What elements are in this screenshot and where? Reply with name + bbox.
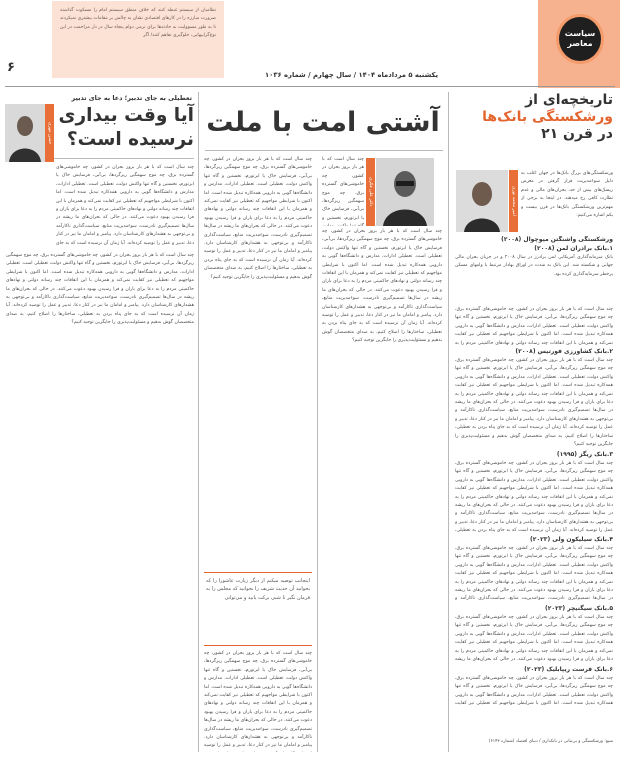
column-rule xyxy=(198,92,199,752)
body-text: چند سال است که با هر بار بروز بحران در کشور، چه خاموشی‌های گسترده برق، چه موج سهمگین ریزگردها، بی‌آبی، فرسایش خاک یا ابرتورم، نخستین و گاه تنها واکنش دولت، تعطیلی است. تعطیلی ادارات، مدارس و دانشگاه‌ها گویی به دارویی همه‌کاره تبدیل شده است. اما اکنون با شرایطی مواجهیم که تعطیلی نیز کفایت نمی‌کند و همزمان با این اتفاقات چند رسانه دولتی و نهادهای حاکمیتی مردم را به xyxy=(455,307,613,346)
col4-headline-line-2: نرسیده است؟ xyxy=(66,129,194,150)
body-text: چند سال است که با هر بار بروز بحران در کشور، چه خاموشی‌های گسترده برق، چه موج سهمگین ریزگردها، بی‌آبی، فرسایش خاک یا ابرتورم، نخستین و گاه تنها واکنش دولت، تعطیلی است. تعطیلی ادارات، مدارس و دانشگاه‌ها گویی به دارویی همه‌کاره تبدیل شده است. اما اکنون با شرایطی مواجهیم که تعطیلی نیز کفایت xyxy=(455,676,613,707)
col4-author-photo xyxy=(5,104,45,162)
list-item: ۵.بانک سیگنیچر (۲۰۲۳) xyxy=(545,605,613,612)
col4-intro: چند سال است که با هر بار بروز بحران در کشور، چه خاموشی‌های گسترده برق، چه موج سهمگین ریزگردها، بی‌آبی، فرسایش خاک یا ابرتورم، نخستین و گاه تنها واکنش دولت، تعطیلی است. تعطیلی ادارات، مدارس و دانشگاه‌ها گویی به دارویی همه‌کاره تبدیل شده است. اما اکنون با شرایطی مواجهیم که تعطیلی نیز کفایت نمی‌کند و همزمان با این اتفاقات چند رسانه دولتی و نهادهای حاکمیتی مردم را به دعا برای باران و فرا رسیدن بهبود دعوت می‌کنند. در حالی که بحران‌های ما ریشه در سال‌ها تصمیم‌گیری نادرست، سوء‌مدیریت منابع، سیاست‌گذاری ناکارآمد و بی‌توجهی به هشدارهای کارشناسان دارد. پیامبر و امامان ما نیز در کنار دعا، تدبیر و عمل را توصیه کرده‌اند. آیا زمان آن نرسیده است که به جای xyxy=(56,165,194,246)
body-text: چند سال است که با هر بار بروز بحران در کشور، چه خاموشی‌های گسترده برق، چه موج سهمگین ریزگردها، بی‌آبی، فرسایش خاک یا ابرتورم، نخستین و گاه تنها واکنش دولت، تعطیلی است. تعطیلی ادارات، مدارس و دانشگاه‌ها گویی به دارویی همه‌کاره تبدیل شده است. اما اکنون با شرایطی مواجهیم که تعطیلی نیز کفایت نمی‌کند و همزمان با این اتفاقات چند رسانه دولتی و نهادهای حاکمیتی مردم را به دعا برای باران و فرا رسیدن بهبود دعوت می‌کنند. در حالی که بحران‌های ما ریشه xyxy=(455,615,613,663)
header-divider xyxy=(5,86,615,87)
headline-divider xyxy=(205,150,443,151)
col4-headline-line-1: آیا وقت بیداری xyxy=(58,105,194,126)
middle-col-b-bottom: چند سال است که با هر بار بروز بحران در کشور، چه خاموشی‌های گسترده برق، چه موج سهمگین ریزگردها، بی‌آبی، فرسایش خاک یا ابرتورم، نخستین و گاه تنها واکنش دولت، تعطیلی است. تعطیلی ادارات، مدارس و دانشگاه‌ها گویی به دارویی همه‌کاره تبدیل شده است. اما اکنون با شرایطی مواجهیم که تعطیلی نیز کفایت نمی‌کند و همزمان با این اتفاقات چند رسانه دولتی و نهادهای حاکمیتی مردم را به دعا برای باران و فرا رسیدن بهبود دعوت می‌کنند. در حالی که بحران‌های ما ریشه در سال‌ها تصمیم‌گیری نادرست، سوء‌مدیریت منابع، سیاست‌گذاری ناکارآمد و بی‌توجهی به هشدارهای کارشناسان دارد. پیامبر و امامان ما نیز در کنار دعا، تدبیر و عمل را توصیه xyxy=(204,651,312,749)
list-item: ۳.بانک ریگز (۱۹۹۵) xyxy=(556,451,613,458)
col4-body: چند سال است که با هر بار بروز بحران در کشور، چه خاموشی‌های گسترده برق، چه موج سهمگین ریزگردها، بی‌آبی، فرسایش خاک یا ابرتورم، نخستین و گاه تنها واکنش دولت، تعطیلی است. تعطیلی ادارات، مدارس و دانشگاه‌ها گویی به دارویی همه‌کاره تبدیل شده است. اما اکنون با شرایطی مواجهیم که تعطیلی نیز کفایت نمی‌کند و همزمان با این اتفاقات چند رسانه دولتی و نهادهای حاکمیتی مردم را به دعا برای باران و فرا رسیدن بهبود دعوت می‌کنند. در حالی که بحران‌های ما ریشه در سال‌ها تصمیم‌گیری نادرست، سوء‌مدیریت منابع، سیاست‌گذاری ناکارآمد و بی‌توجهی به هشدارهای کارشناسان دارد. پیامبر و امامان ما نیز در کنار دعا، تدبیر و عمل را توصیه کرده‌اند. آیا زمان آن نرسیده است که به جای پناه بردن به تعطیلی، ساختارها را اصلاح کنیم، به صدای متخصصان گوش بدهیم و مسئولیت‌پذیری را جایگزین توجیه کنیم؟ xyxy=(6,253,194,326)
col4-kicker: تعطیلی به جای تدبیر؛ دعا به جای تدبیر xyxy=(71,94,192,102)
list-item: ۲.بانک کشاورزی فورتیس (۲۰۰۸) xyxy=(515,348,613,355)
list-item: ۱.بانک برادران لمن (۲۰۰۸) xyxy=(534,245,613,252)
top-quote-box xyxy=(52,1,224,78)
title-line-2: ورشکستگی بانک‌ها xyxy=(482,109,613,125)
author-portrait-icon xyxy=(5,104,45,162)
col1-intro: ورشکستگی‌های بزرگ بانک‌ها در جهان اغلب به دلیل سوءمدیریت قرار گرفتن در معرض ریسک‌های بیش از حد، بحران‌های مالی و عدم نظارت کافی رخ میدهند. در اینجا به برخی از مهم‌ترین ورشکستگی بانک‌ها در قرن بیست و یکم اشاره می‌کنیم: xyxy=(521,171,613,219)
middle-author-credit: دکتر علی فکری xyxy=(366,158,375,226)
body-text: چند سال است که با هر بار بروز بحران در کشور، چه خاموشی‌های گسترده برق، چه موج سهمگین ریزگردها، بی‌آبی، فرسایش خاک یا ابرتورم، نخستین و گاه تنها واکنش دولت، تعطیلی است. تعطیلی ادارات، مدارس و دانشگاه‌ها گویی به دارویی همه‌کاره تبدیل شده است. اما اکنون با شرایطی مواجهیم که تعطیلی نیز کفایت نمی‌کند و همزمان با این اتفاقات چند رسانه دولتی و نهادهای حاکمیتی مردم را به دعا برای باران و فرا رسیدن بهبود دعوت می‌کنند. در حالی که بحران‌های ما ریشه در سال‌ها تصمیم‌گیری نادرست، سوء‌مدیریت منابع، سیاست‌گذاری ناکارآمد و xyxy=(455,546,613,602)
logo-text: سیاست معاصر xyxy=(564,29,596,48)
author-portrait-icon xyxy=(456,170,508,232)
top-quote-text: نظامیان از سیستم غبطه کنند که خلاف منطق سیستم امام را مسکوت گذاشته ضرورت مبارزه را در کارهای اقتصادی نشان به چالش بر مقامات بیشتری نمیکردند تا به طور مسوولیت به حادثه‌ها برای نرمی دوام پنجاه سال در دل مزاحمت در این نوع‌گراییهایی، جلوگیری تفاهم کنند/ اگر xyxy=(60,8,216,38)
list-item: ۶.بانک فرست ریپابلیک (۲۰۲۳) xyxy=(524,666,613,673)
column-rule xyxy=(317,178,318,752)
middle-headline: آشتی امت با ملت xyxy=(206,107,440,138)
col4-divider xyxy=(52,158,194,159)
col4-headline xyxy=(52,104,194,152)
author-photo xyxy=(456,170,508,232)
column-rule xyxy=(448,92,449,752)
author-portrait-icon xyxy=(376,158,434,226)
col4-author-credit: حسن مهری xyxy=(45,104,54,162)
middle-col-b-text: چند سال است که با هر بار بروز بحران در کشور، چه خاموشی‌های گسترده برق، چه موج سهمگین ریزگردها، بی‌آبی، فرسایش خاک یا ابرتورم، نخستین و گاه تنها واکنش دولت، تعطیلی است. تعطیلی ادارات، مدارس و دانشگاه‌ها گویی به دارویی همه‌کاره تبدیل شده است. اما اکنون با شرایطی مواجهیم که تعطیلی نیز کفایت نمی‌کند و همزمان با این اتفاقات چند رسانه دولتی و نهادهای حاکمیتی مردم را به دعا برای باران و فرا رسیدن بهبود دعوت می‌کنند. در حالی که بحران‌های ما ریشه در سال‌ها تصمیم‌گیری نادرست، سوء‌مدیریت منابع، سیاست‌گذاری ناکارآمد و بی‌توجهی به هشدارهای کارشناسان دارد. پیامبر و امامان ما نیز در کنار دعا، تدبیر و عمل را توصیه کرده‌اند. آیا زمان آن نرسیده است که به جای پناه بردن به تعطیلی، ساختارها را اصلاح کنیم، به صدای متخصصان گوش بدهیم و مسئولیت‌پذیری را جایگزین توجیه کنیم؟ xyxy=(204,157,312,280)
publication-logo xyxy=(538,0,620,88)
page-number: ۶ xyxy=(7,60,15,75)
middle-col-a-top: چند سال است که با هر بار بروز بحران در کشور، چه خاموشی‌های گسترده برق، چه موج سهمگین ریزگردها، بی‌آبی، فرسایش خاک یا ابرتورم، نخستین و xyxy=(322,157,364,221)
list-item-text: بانک سرمایه‌گذاری آمریکایی لمن برادرز در سال ۲۰۰۸ و در جریان بحران مالی جهانی و شکسته شد. این بانک به شدت در اوراق بهادار مرتبط با وامهای مسکن پرخطر سرمایه‌گذاری کرده بود. xyxy=(455,255,613,277)
middle-col-a-text: چند سال است که با هر بار بروز بحران در کشور، چه خاموشی‌های گسترده برق، چه موج سهمگین ریزگردها، بی‌آبی، فرسایش خاک یا ابرتورم، نخستین و گاه تنها واکنش دولت، تعطیلی است. تعطیلی ادارات، مدارس و دانشگاه‌ها گویی به دارویی همه‌کاره تبدیل شده است. اما اکنون با شرایطی مواجهیم که تعطیلی نیز کفایت نمی‌کند و همزمان با این اتفاقات چند رسانه دولتی و نهادهای حاکمیتی مردم را به دعا برای باران و فرا رسیدن بهبود دعوت می‌کنند. در حالی که بحران‌های ما ریشه در سال‌ها تصمیم‌گیری نادرست، سوء‌مدیریت منابع، سیاست‌گذاری ناکارآمد و بی‌توجهی به هشدارهای کارشناسان دارد. پیامبر و امامان ما نیز در کنار دعا، تدبیر و عمل را توصیه کرده‌اند. آیا زمان آن نرسیده است که به جای پناه بردن به تعطیلی، ساختارها را اصلاح کنیم، به صدای متخصصان گوش بدهیم و مسئولیت‌پذیری را جایگزین توجیه کنیم؟ xyxy=(322,229,442,344)
article-title xyxy=(455,92,613,143)
list-item: ۴.بانک سیلیکون ولی (۲۰۲۳) xyxy=(530,536,613,543)
col1-body xyxy=(455,236,613,736)
middle-quote-text: اینجانب توصیه میکنم از دیگر زیارت عاشورا را که بخوانید آن حدیث شریف را بخوانید که مجلس را به فرمان نگیر تا شبی برکت یابید و می‌توانی xyxy=(206,578,310,601)
body-text: چند سال است که با هر بار بروز بحران در کشور، چه خاموشی‌های گسترده برق، چه موج سهمگین ریزگردها، بی‌آبی، فرسایش خاک یا ابرتورم، نخستین و گاه تنها واکنش دولت، تعطیلی است. تعطیلی ادارات، مدارس و دانشگاه‌ها گویی به دارویی همه‌کاره تبدیل شده است. اما اکنون با شرایطی مواجهیم که تعطیلی نیز کفایت نمی‌کند و همزمان با این اتفاقات چند رسانه دولتی و نهادهای حاکمیتی مردم را به دعا برای باران و فرا رسیدن بهبود دعوت می‌کنند. در حالی که بحران‌های ما ریشه در سال‌ها تصمیم‌گیری نادرست، سوء‌مدیریت منابع، سیاست‌گذاری ناکارآمد و بی‌توجهی به هشدارهای کارشناسان دارد. پیامبر و امامان ما نیز در کنار دعا، تدبیر و عمل را توصیه کرده‌اند. آیا زمان آن نرسیده است که به جای پناه بردن به تعطیلی، ساختارها را اصلاح کنیم، به صدای متخصصان گوش بدهیم و مسئولیت‌پذیری را جایگزین توجیه کنیم؟ xyxy=(455,358,613,448)
middle-author-photo xyxy=(376,158,434,226)
logo-badge xyxy=(556,14,604,64)
issue-dateline: یکشنبه ۵ مرداد‌ماه ۱۴۰۴ / سال چهارم / شماره ۱۰۳۶ xyxy=(265,71,438,79)
middle-quote-box xyxy=(204,572,312,646)
body-text: چند سال است که با هر بار بروز بحران در کشور، چه خاموشی‌های گسترده برق، چه موج سهمگین ریزگردها، بی‌آبی، فرسایش خاک یا ابرتورم، نخستین و گاه تنها واکنش دولت، تعطیلی است. تعطیلی ادارات، مدارس و دانشگاه‌ها گویی به دارویی همه‌کاره تبدیل شده است. اما اکنون با شرایطی مواجهیم که تعطیلی نیز کفایت نمی‌کند و همزمان با این اتفاقات چند رسانه دولتی و نهادهای حاکمیتی مردم را به دعا برای باران و فرا رسیدن بهبود دعوت می‌کنند. در حالی که بحران‌های ما ریشه در سال‌ها تصمیم‌گیری نادرست، سوء‌مدیریت منابع، سیاست‌گذاری ناکارآمد و بی‌توجهی به هشدارهای کارشناسان دارد. پیامبر و امامان ما نیز در کنار دعا، تدبیر و عمل را توصیه کرده‌اند. آیا زمان آن نرسیده است که به جای پناه بردن به تعطیلی، xyxy=(455,461,613,534)
list-heading: ورشکستگی واشنگتن میوچوال (۲۰۰۸) xyxy=(501,236,613,243)
col1-footnote: منبع: ورشکستگی و بی‌ثباتی در بانکداری / دنیای اقتصاد (شماره ۶۱۴۳) xyxy=(488,739,613,744)
title-line-1: تاریخچه‌ای از xyxy=(525,92,613,108)
author-credit: امیر محمد نوری xyxy=(509,170,518,232)
title-line-3: در قرن ۲۱ xyxy=(541,126,613,142)
